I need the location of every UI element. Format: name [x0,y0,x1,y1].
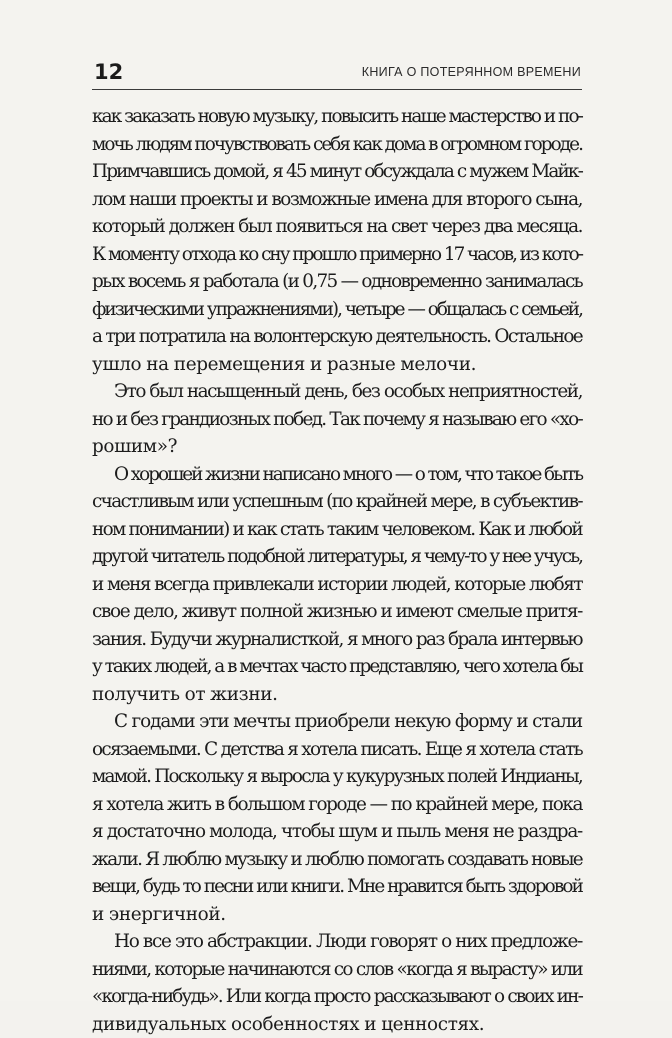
text-line: Примчавшись домой, я 45 минут обсуждала с мужем Майк- [92,158,582,186]
text-line: физическими упражнениями), четыре — общалась с семьей, [92,296,582,324]
text-line: как заказать новую музыку, повысить наше мастерство и по- [92,103,582,131]
text-line: рых восемь я работала (и 0,75 — одновременно занималась [92,268,582,296]
text-line: счастливым или успешным (по крайней мере, в субъектив- [92,488,582,516]
text-line: ниями, которые начинаются со слов «когда я вырасту» или [92,956,582,984]
text-line: мочь людям почувствовать себя как дома в огромном городе. [92,131,582,159]
text-line: а три потратила на волонтерскую деятельность. Остальное [92,323,582,351]
text-line: осязаемыми. С детства я хотела писать. Еще я хотела стать [92,736,582,764]
text-line: у таких людей, а в мечтах часто представляю, чего хотела бы [92,653,582,681]
text-line: К моменту отхода ко сну прошло примерно 17 часов, из кото- [92,241,582,269]
text-line: «когда-нибудь». Или когда просто рассказывают о своих ин- [92,983,582,1011]
text-line: другой читатель подобной литературы, я чему-то у нее учусь, [92,543,582,571]
text-line: Это был насыщенный день, без особых неприятностей, [92,378,582,406]
text-line: О хорошей жизни написано много — о том, что такое быть [92,461,582,489]
header-divider [92,89,582,90]
text-line: который должен был появиться на свет через два месяца. [92,213,582,241]
body-text [92,103,582,1038]
page-number: 12 [94,60,123,84]
text-line: я хотела жить в большом городе — по крайней мере, пока [92,791,582,819]
text-line: лом наши проекты и возможные имена для второго сына, [92,186,582,214]
text-line: рошим»? [92,433,582,461]
text-line: свое дело, живут полной жизнью и имеют смелые притя- [92,598,582,626]
text-line: жали. Я люблю музыку и люблю помогать создавать новые [92,846,582,874]
text-line: Но все это абстракции. Люди говорят о них предложе- [92,928,582,956]
text-line: дивидуальных особенностях и ценностях. [92,1011,582,1038]
text-line: ном понимании) и как стать таким человеком. Как и любой [92,516,582,544]
text-line: но и без грандиозных побед. Так почему я называю его «хо- [92,406,582,434]
text-line: зания. Будучи журналисткой, я много раз брала интервью [92,626,582,654]
running-title: КНИГА О ПОТЕРЯННОМ ВРЕМЕНИ [362,64,581,80]
text-line: и энергичной. [92,901,582,929]
text-line: С годами эти мечты приобрели некую форму и стали [92,708,582,736]
text-line: мамой. Поскольку я выросла у кукурузных полей Индианы, [92,763,582,791]
text-line: получить от жизни. [92,681,582,709]
text-line: и меня всегда привлекали истории людей, которые любят [92,571,582,599]
text-line: вещи, будь то песни или книги. Мне нравится быть здоровой [92,873,582,901]
text-line: ушло на перемещения и разные мелочи. [92,351,582,379]
text-line: я достаточно молода, чтобы шум и пыль меня не раздра- [92,818,582,846]
